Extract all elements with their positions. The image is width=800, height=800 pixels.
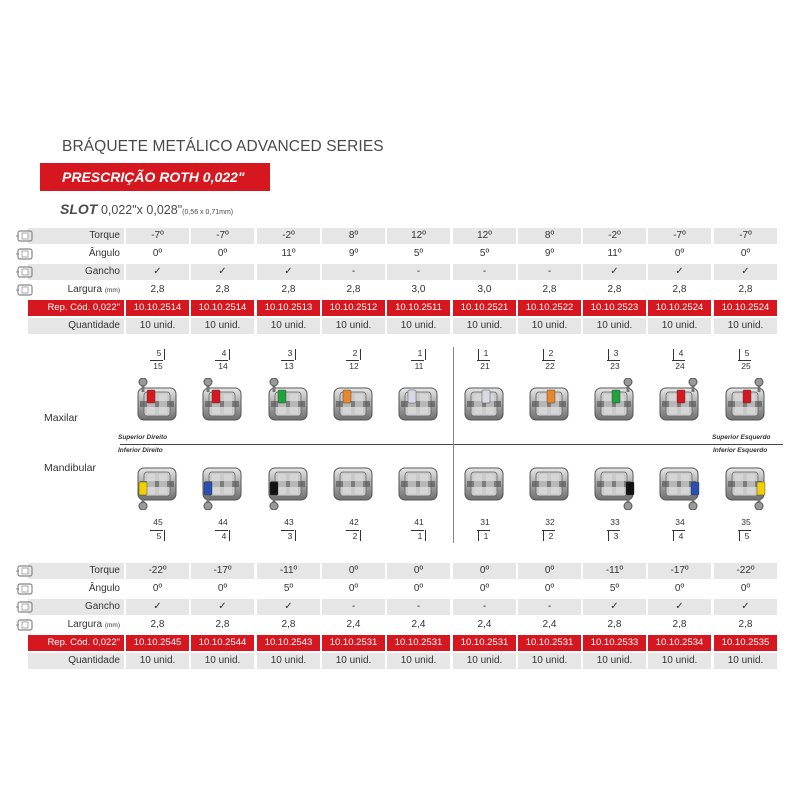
cell-angulo: 0º [740,248,751,259]
inferior-esquerdo-label: Inferior Esquerdo [713,447,768,454]
tooth-number [472,517,496,553]
cell-torque: -11º [257,563,320,579]
tooth-quadrant-position: 4 [678,531,684,541]
arch-divider [120,444,783,445]
upper-bracket-image [198,378,246,428]
cell-gancho: ✓ [257,264,320,280]
cell-torque: -22º [126,563,189,579]
cell-codigo: 10.10.2531 [453,635,516,651]
tooth-number [406,345,430,381]
cell-quantidade: 10 unid. [322,318,385,334]
cell-gancho: - [322,264,385,280]
upper-bracket-image [460,378,508,428]
cell-torque: 12º [453,228,516,244]
cell-quantidade: 10 unid. [126,653,189,669]
tooth-fdi-number: 33 [610,517,620,527]
upper-bracket-image [133,378,181,428]
tooth-number [537,345,561,381]
cell-largura: 2,8 [215,284,230,295]
cell-torque: -17º [648,563,711,579]
lower-bracket-image [590,458,638,508]
lower-bracket-image [655,458,703,508]
cell-angulo: 0º [740,583,751,594]
tooth-fdi-number: 32 [545,517,555,527]
cell-codigo: 10.10.2544 [191,635,254,651]
cell-angulo: 5º [283,583,294,594]
cell-quantidade: 10 unid. [583,318,646,334]
row-label-gancho [28,599,124,615]
cell-angulo: 0º [348,583,359,594]
cell-angulo: 9º [348,248,359,259]
tooth-number [276,517,300,553]
cell-largura: 2,8 [281,284,296,295]
cell-torque: -7º [714,228,777,244]
cell-torque: -22º [714,563,777,579]
cell-largura: 2,8 [346,284,361,295]
row-label-text: Rep. Cód. 0,022" [47,302,120,313]
cell-gancho: - [322,599,385,615]
cell-torque: -17º [191,563,254,579]
tooth-number [145,517,169,553]
tooth-fdi-number: 34 [675,517,685,527]
cell-codigo: 10.10.2535 [714,635,777,651]
tooth-bracket-line [739,530,740,541]
tooth-bracket-line [478,349,479,360]
tooth-number [472,345,496,381]
tooth-bracket-line [164,349,165,360]
cell-gancho: ✓ [126,264,189,280]
cell-largura: 2,8 [607,284,622,295]
row-label-text: Ângulo [88,583,120,594]
tooth-quadrant-position: 5 [156,348,162,358]
lower-bracket-image [394,458,442,508]
cell-largura: 2,8 [738,284,753,295]
superior-direito-label: Superior Direito [118,434,168,441]
upper-bracket-image [264,378,312,428]
cell-torque: -7º [126,228,189,244]
tooth-quadrant-position: 4 [678,348,684,358]
row-label-text: Gancho [84,601,120,612]
cell-codigo: 10.10.2533 [583,635,646,651]
cell-quantidade: 10 unid. [453,653,516,669]
lower-bracket-image [525,458,573,508]
mandibular-label: Mandibular [44,462,96,474]
tooth-quadrant-position: 5 [744,531,750,541]
tooth-quadrant-position: 2 [548,348,554,358]
tooth-quadrant-position: 2 [352,348,358,358]
hook-icon [15,264,37,280]
cell-codigo: 10.10.2531 [322,635,385,651]
upper-bracket-image [590,378,638,428]
superior-esquerdo-label: Superior Esquerdo [712,434,771,441]
cell-codigo: 10.10.2522 [518,300,581,316]
cell-torque: 0º [453,563,516,579]
cell-torque: 0º [387,563,450,579]
row-label-codigo [28,300,124,316]
cell-torque: 8º [322,228,385,244]
tooth-fdi-number: 41 [414,517,424,527]
cell-angulo: 0º [674,583,685,594]
cell-torque: 12º [387,228,450,244]
cell-largura: 2,8 [672,619,687,630]
cell-gancho: ✓ [648,599,711,615]
tooth-number [341,517,365,553]
hook-icon [15,599,37,615]
lower-table-row-codigo [0,635,800,652]
lower-table-row-angulo [0,581,800,598]
row-label-text: Largura [67,619,103,630]
cell-quantidade: 10 unid. [714,318,777,334]
tooth-quadrant-position: 4 [221,348,227,358]
cell-angulo: 5º [479,248,490,259]
cell-codigo: 10.10.2543 [257,635,320,651]
cell-largura: 2,4 [477,619,492,630]
cell-angulo: 0º [544,583,555,594]
cell-codigo: 10.10.2511 [387,300,450,316]
row-label-angulo [28,581,124,597]
cell-quantidade: 10 unid. [322,653,385,669]
cell-angulo: 5º [609,583,620,594]
cell-gancho: ✓ [583,264,646,280]
cell-torque: -2º [257,228,320,244]
cell-quantidade: 10 unid. [257,318,320,334]
cell-gancho: ✓ [126,599,189,615]
cell-largura: 2,8 [607,619,622,630]
cell-torque: -11º [583,563,646,579]
lower-table-row-torque [0,563,800,580]
cell-largura: 2,8 [150,284,165,295]
cell-gancho: ✓ [191,264,254,280]
tooth-fdi-number: 45 [153,517,163,527]
cell-angulo: 0º [217,248,228,259]
tooth-fdi-number: 21 [480,361,490,371]
upper-table-row-codigo [0,300,800,317]
tooth-bracket-line [425,349,426,360]
cell-largura: 2,4 [411,619,426,630]
tooth-bracket-line [739,349,740,360]
cell-quantidade: 10 unid. [257,653,320,669]
angle-icon [15,246,37,262]
tooth-fdi-number: 23 [610,361,620,371]
slot-label: SLOT [60,201,98,217]
cell-gancho: - [387,599,450,615]
tooth-number [341,345,365,381]
cell-quantidade: 10 unid. [191,318,254,334]
cell-largura: 2,8 [542,284,557,295]
tooth-quadrant-position: 5 [744,348,750,358]
tooth-quadrant-position: 1 [483,531,489,541]
maxilar-label: Maxilar [44,412,78,424]
cell-torque: -7º [191,228,254,244]
inferior-direito-label: Inferior Direito [118,447,163,454]
tooth-quadrant-position: 3 [287,531,293,541]
cell-largura: 3,0 [411,284,426,295]
cell-angulo: 0º [674,248,685,259]
cell-gancho: ✓ [191,599,254,615]
row-label-gancho [28,264,124,280]
tooth-fdi-number: 42 [349,517,359,527]
upper-bracket-image [394,378,442,428]
cell-codigo: 10.10.2521 [453,300,516,316]
torque-icon [15,228,37,244]
tooth-quadrant-position: 4 [221,531,227,541]
tooth-fdi-number: 15 [153,361,163,371]
tooth-number [733,517,757,553]
cell-torque: 0º [322,563,385,579]
tooth-quadrant-position: 2 [548,531,554,541]
cell-quantidade: 10 unid. [583,653,646,669]
tooth-bracket-line [673,530,674,541]
tooth-number [733,345,757,381]
upper-table-row-quantidade [0,318,800,335]
tooth-number [537,517,561,553]
upper-table-row-torque [0,228,800,245]
slot-value: 0,022"x 0,028" [100,203,183,217]
tooth-quadrant-position: 3 [287,348,293,358]
cell-codigo: 10.10.2545 [126,635,189,651]
row-label-text: Gancho [84,266,120,277]
tooth-number [667,345,691,381]
tooth-bracket-line [360,349,361,360]
tooth-quadrant-position: 2 [352,531,358,541]
tooth-number [406,517,430,553]
cell-codigo: 10.10.2524 [714,300,777,316]
row-label-quantidade [28,653,124,669]
cell-angulo: 11º [281,248,296,259]
upper-bracket-image [525,378,573,428]
row-label-text: Torque [89,230,120,241]
tooth-bracket-line [543,530,544,541]
cell-angulo: 11º [607,248,622,259]
width-icon [15,282,37,298]
page-title: BRÁQUETE METÁLICO ADVANCED SERIES [62,138,384,155]
cell-torque: 0º [518,563,581,579]
row-label-angulo [28,246,124,262]
tooth-quadrant-position: 5 [156,531,162,541]
cell-angulo: 0º [479,583,490,594]
lower-table-row-largura [0,617,800,634]
tooth-bracket-line [543,349,544,360]
cell-angulo: 9º [544,248,555,259]
cell-quantidade: 10 unid. [648,653,711,669]
cell-quantidade: 10 unid. [126,318,189,334]
row-label-unit: (mm) [104,287,120,294]
tooth-fdi-number: 13 [284,361,294,371]
tooth-fdi-number: 43 [284,517,294,527]
cell-angulo: 0º [152,583,163,594]
cell-quantidade: 10 unid. [387,318,450,334]
tooth-quadrant-position: 3 [613,348,619,358]
cell-codigo: 10.10.2534 [648,635,711,651]
tooth-quadrant-position: 1 [483,348,489,358]
lower-bracket-image [721,458,769,508]
lower-table-row-quantidade [0,653,800,670]
tooth-quadrant-position: 3 [613,531,619,541]
tooth-fdi-number: 31 [480,517,490,527]
row-label-largura [28,617,124,633]
slot-spec [60,201,233,217]
cell-largura: 2,4 [542,619,557,630]
row-label-text: Ângulo [88,248,120,259]
tooth-bracket-line [229,349,230,360]
tooth-number [210,345,234,381]
row-label-codigo [28,635,124,651]
cell-angulo: 0º [152,248,163,259]
lower-bracket-image [329,458,377,508]
tooth-fdi-number: 24 [675,361,685,371]
cell-codigo: 10.10.2531 [387,635,450,651]
cell-gancho: ✓ [257,599,320,615]
tooth-number [276,345,300,381]
tooth-bracket-line [295,349,296,360]
row-label-text: Quantidade [68,320,120,331]
cell-codigo: 10.10.2513 [257,300,320,316]
tooth-bracket-line [673,349,674,360]
row-label-text: Largura [67,284,103,295]
row-label-quantidade [28,318,124,334]
upper-table-row-largura [0,282,800,299]
cell-quantidade: 10 unid. [518,318,581,334]
upper-table-row-angulo [0,246,800,263]
lower-table-row-gancho [0,599,800,616]
width-icon [15,617,37,633]
tooth-bracket-line [608,349,609,360]
cell-codigo: 10.10.2523 [583,300,646,316]
tooth-bracket-line [478,530,479,541]
tooth-bracket-line [608,530,609,541]
cell-codigo: 10.10.2514 [191,300,254,316]
cell-codigo: 10.10.2512 [322,300,385,316]
tooth-fdi-number: 35 [741,517,751,527]
upper-bracket-image [329,378,377,428]
tooth-fdi-number: 14 [218,361,228,371]
cell-torque: -7º [648,228,711,244]
midline-divider [453,347,454,543]
cell-codigo: 10.10.2514 [126,300,189,316]
row-label-text: Rep. Cód. 0,022" [47,637,120,648]
cell-quantidade: 10 unid. [453,318,516,334]
tooth-number [145,345,169,381]
cell-largura: 2,8 [672,284,687,295]
tooth-number [667,517,691,553]
torque-icon [15,563,37,579]
cell-codigo: 10.10.2531 [518,635,581,651]
tooth-number [602,517,626,553]
cell-quantidade: 10 unid. [648,318,711,334]
cell-gancho: ✓ [648,264,711,280]
tooth-number [210,517,234,553]
prescription-banner: PRESCRIÇÃO ROTH 0,022" [40,163,270,191]
tooth-quadrant-position: 1 [417,348,423,358]
cell-largura: 2,8 [738,619,753,630]
row-label-text: Torque [89,565,120,576]
cell-gancho: - [387,264,450,280]
cell-quantidade: 10 unid. [387,653,450,669]
lower-bracket-image [460,458,508,508]
row-label-torque [28,563,124,579]
tooth-number [602,345,626,381]
cell-angulo: 5º [413,248,424,259]
cell-gancho: - [518,599,581,615]
cell-codigo: 10.10.2524 [648,300,711,316]
slot-mm: (0,56 x 0,71mm) [182,209,234,216]
cell-largura: 2,4 [346,619,361,630]
cell-largura: 3,0 [477,284,492,295]
tooth-quadrant-position: 1 [417,531,423,541]
lower-bracket-image [198,458,246,508]
upper-bracket-image [655,378,703,428]
lower-bracket-image [133,458,181,508]
cell-largura: 2,8 [150,619,165,630]
cell-torque: -2º [583,228,646,244]
cell-largura: 2,8 [281,619,296,630]
row-label-torque [28,228,124,244]
cell-quantidade: 10 unid. [714,653,777,669]
cell-angulo: 0º [413,583,424,594]
cell-torque: 8º [518,228,581,244]
cell-largura: 2,8 [215,619,230,630]
cell-gancho: ✓ [714,599,777,615]
cell-gancho: ✓ [583,599,646,615]
upper-bracket-image [721,378,769,428]
cell-angulo: 0º [217,583,228,594]
cell-quantidade: 10 unid. [518,653,581,669]
tooth-fdi-number: 22 [545,361,555,371]
row-label-text: Quantidade [68,655,120,666]
cell-gancho: - [453,264,516,280]
row-label-unit: (mm) [104,622,120,629]
cell-gancho: ✓ [714,264,777,280]
cell-quantidade: 10 unid. [191,653,254,669]
tooth-fdi-number: 25 [741,361,751,371]
lower-bracket-image [264,458,312,508]
tooth-fdi-number: 44 [218,517,228,527]
tooth-fdi-number: 12 [349,361,359,371]
upper-table-row-gancho [0,264,800,281]
tooth-fdi-number: 11 [414,361,424,371]
cell-gancho: - [518,264,581,280]
cell-gancho: - [453,599,516,615]
angle-icon [15,581,37,597]
row-label-largura [28,282,124,298]
